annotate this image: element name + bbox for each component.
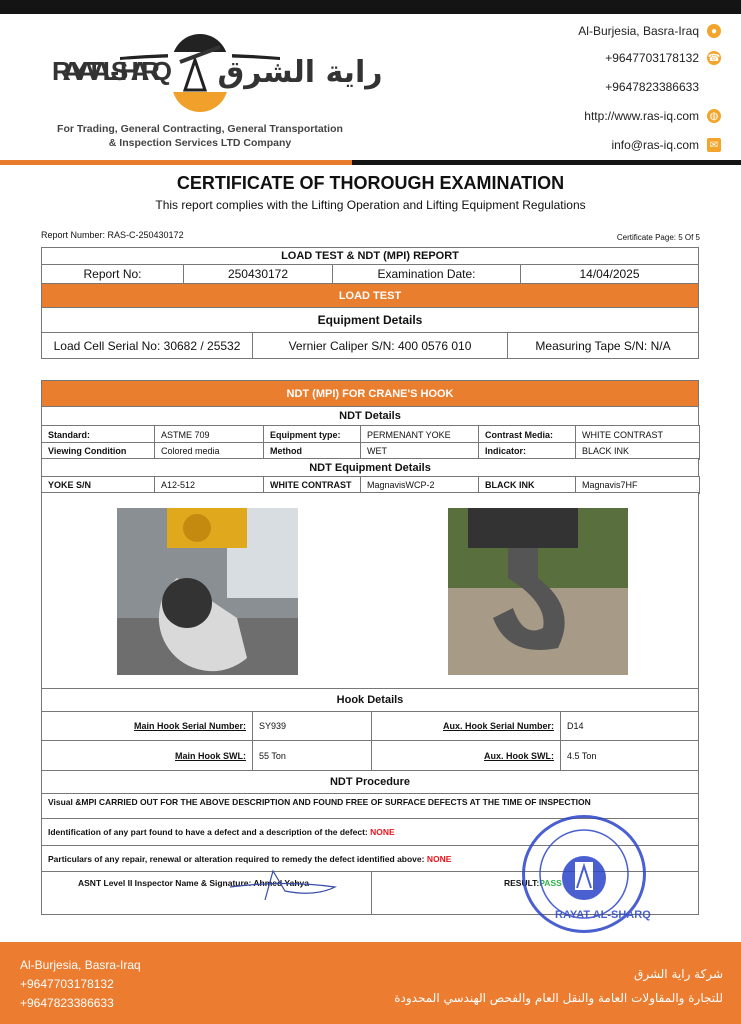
location-icon: ● — [707, 24, 721, 38]
vernier-caliper-serial: Vernier Caliper S/N: 400 0576 010 — [252, 332, 508, 359]
footer-phone-2: +9647823386633 — [20, 996, 114, 1010]
report-number: Report Number: RAS-C-250430172 — [41, 230, 184, 240]
svg-text:RAYAT AL-SHARQ: RAYAT AL-SHARQ — [555, 909, 651, 921]
signature-mark — [225, 865, 345, 905]
certificate-title: CERTIFICATE OF THOROUGH EXAMINATION — [176, 173, 565, 193]
main-swl-value: 55 Ton — [252, 740, 372, 771]
aux-swl-label: Aux. Hook SWL: — [484, 750, 554, 761]
svg-text:RAYAT AL-SHARQ: RAYAT AL-SHARQ — [52, 56, 173, 86]
ndt-label-row3-0: YOKE S/N — [41, 476, 155, 494]
ndt-value-row3-1: A12-512 — [154, 476, 264, 494]
ndt-value-row2-5: BLACK INK — [575, 442, 700, 460]
contact-address: Al-Burjesia, Basra-Iraq ● — [578, 24, 721, 38]
certificate-page: Certificate Page: 5 Of 5 — [616, 233, 700, 242]
inspector-signature: ASNT Level II Inspector Name & Signature: Ahmed Yahya — [41, 871, 372, 915]
ndt-heading: NDT (MPI) FOR CRANE'S HOOK — [41, 380, 699, 407]
report-no-label: Report No: — [41, 264, 184, 284]
result-value: PASS — [539, 878, 562, 888]
ndt-value-row2-1: Colored media — [154, 442, 264, 460]
ndt-value-row3-3: MagnavisWCP-2 — [360, 476, 479, 494]
contact-phone-2: +9647823386633 — [605, 80, 699, 94]
repair-particulars: Particulars of any repair, renewal or alteration required to remedy the defect identified above: NONE — [41, 845, 699, 872]
ndt-label-row2-0: Viewing Condition — [41, 442, 155, 460]
contact-website[interactable]: http://www.ras-iq.com ◍ — [584, 109, 721, 123]
company-logo — [50, 22, 383, 122]
ndt-value-row2-3: WET — [360, 442, 479, 460]
contact-email[interactable]: info@ras-iq.com ✉ — [611, 138, 721, 152]
hook-details-heading: Hook Details — [41, 688, 699, 712]
main-serial-label: Main Hook Serial Number: — [133, 721, 246, 731]
footer-address: Al-Burjesia, Basra-Iraq — [20, 958, 141, 972]
result-cell: RESULT: PASS — [371, 871, 699, 915]
report-heading: LOAD TEST & NDT (MPI) REPORT — [41, 247, 699, 265]
ndt-value-row1-1: ASTME 709 — [154, 425, 264, 444]
hook-photo-main — [117, 508, 298, 675]
ndt-label-row2-2: Method — [263, 442, 361, 460]
footer-arabic-description: للتجارة والمقاولات العامة والنقل العام والفحص الهندسي المحدودة — [394, 991, 723, 1005]
defect-identification: Identification of any part found to have a defect and a description of the defect: NONE — [41, 818, 699, 846]
ndt-label-row1-2: Equipment type: — [263, 425, 361, 444]
mail-icon: ✉ — [707, 138, 721, 152]
hook-photo-aux — [448, 508, 628, 675]
main-serial-value: SY939 — [252, 711, 372, 741]
ndt-procedure-heading: NDT Procedure — [41, 770, 699, 794]
ndt-label-row2-4: Indicator: — [478, 442, 576, 460]
ndt-label-row1-4: Contrast Media: — [478, 425, 576, 444]
ndt-value-row1-5: WHITE CONTRAST — [575, 425, 700, 444]
ndt-equipment-heading: NDT Equipment Details — [41, 458, 699, 477]
svg-text:راية الشرق: راية الشرق — [217, 55, 383, 90]
aux-serial-value: D14 — [560, 711, 699, 741]
ndt-value-row3-5: Magnavis7HF — [575, 476, 700, 494]
measuring-tape-serial: Measuring Tape S/N: N/A — [507, 332, 699, 359]
exam-date-label: Examination Date: — [332, 264, 521, 284]
ndt-details-heading: NDT Details — [41, 406, 699, 426]
equipment-details-heading: Equipment Details — [41, 307, 699, 333]
contact-phone-1: +9647703178132 ☎ — [605, 51, 721, 65]
phone-icon: ☎ — [707, 52, 721, 64]
main-swl-label: Main Hook SWL: — [175, 750, 246, 761]
header-divider-orange — [0, 160, 352, 165]
exam-date-value: 14/04/2025 — [520, 264, 699, 284]
defect-identification-value: NONE — [370, 827, 395, 837]
repair-particulars-value: NONE — [426, 853, 452, 864]
aux-serial-label: Aux. Hook Serial Number: — [442, 721, 554, 731]
load-cell-serial: Load Cell Serial No: 30682 / 25532 — [41, 332, 253, 359]
footer — [0, 942, 741, 1024]
ndt-label-row3-2: WHITE CONTRAST — [263, 476, 361, 494]
top-bar — [0, 0, 741, 14]
report-no-value: 250430172 — [183, 264, 333, 284]
footer-phone-1: +9647703178132 — [20, 977, 114, 991]
ndt-value-row1-3: PERMENANT YOKE — [360, 425, 479, 444]
header-divider-black — [352, 160, 741, 165]
visual-mpi-statement: Visual &MPI CARRIED OUT FOR THE ABOVE DESCRIPTION AND FOUND FREE OF SURFACE DEFECTS AT THE TIME OF INSPECTION — [41, 793, 699, 819]
globe-icon: ◍ — [707, 109, 721, 123]
ndt-label-row3-4: BLACK INK — [478, 476, 576, 494]
load-test-heading: LOAD TEST — [41, 283, 699, 308]
company-stamp — [522, 815, 651, 933]
company-tagline: For Trading, General Contracting, General Transportation & Inspection Services LTD Company — [57, 123, 343, 149]
certificate-subtitle: This report complies with the Lifting Operation and Lifting Equipment Regulations — [155, 198, 586, 212]
aux-swl-value: 4.5 Ton — [560, 740, 699, 771]
footer-arabic-name: شركة راية الشرق — [634, 967, 723, 981]
ndt-label-row1-0: Standard: — [41, 425, 155, 444]
